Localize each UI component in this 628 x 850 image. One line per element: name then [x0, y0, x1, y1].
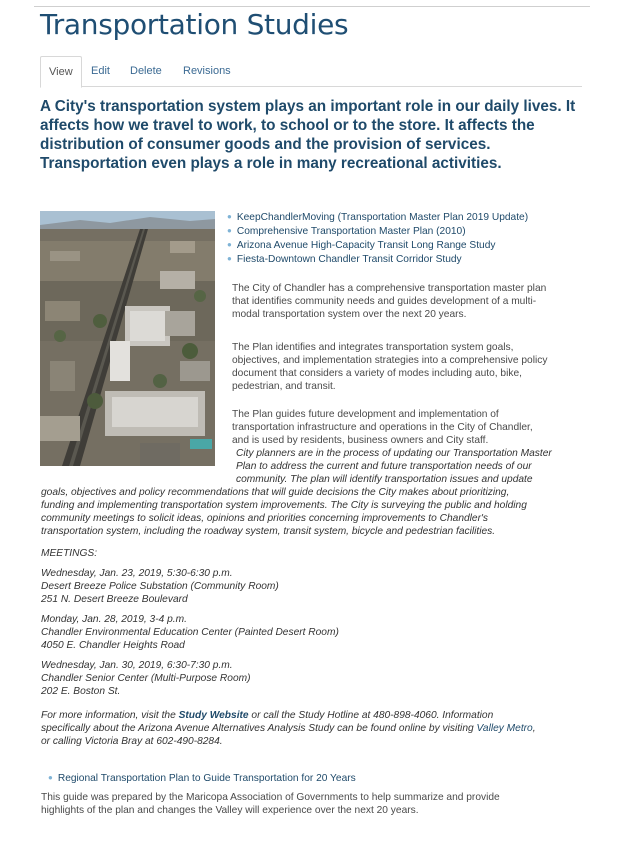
meeting-date: Wednesday, Jan. 23, 2019, 5:30-6:30 p.m.: [41, 568, 233, 579]
link-keep-chandler-moving[interactable]: KeepChandlerMoving (Transportation Master Plan 2019 Update): [236, 212, 529, 223]
list-item: [227, 238, 528, 252]
text-line: funding and implementing transportation system improvements. The City is surveying the public and holding: [41, 500, 527, 511]
meeting-address: 202 E. Boston St.: [41, 686, 121, 697]
study-links-list: [227, 210, 528, 266]
meeting-address: 251 N. Desert Breeze Boulevard: [41, 594, 188, 605]
meeting-date: Monday, Jan. 28, 2019, 3-4 p.m.: [41, 614, 187, 625]
more-info-text: or call the Study Hotline at 480-898-4060. Information: [248, 710, 494, 721]
meetings-heading: MEETINGS:: [41, 548, 98, 559]
more-info-text: For more information, visit the: [41, 710, 179, 721]
list-item: [227, 252, 528, 266]
text-line: The Plan guides future development and implementation of: [232, 409, 499, 420]
tab-revisions[interactable]: Revisions: [183, 65, 231, 77]
more-info-text: ,: [532, 723, 536, 734]
regional-plan-item: [48, 771, 356, 786]
bullet-icon: ●: [227, 254, 232, 263]
meeting-location: Chandler Environmental Education Center (Painted Desert Room): [41, 627, 339, 638]
bullet-icon: ●: [227, 226, 232, 235]
list-item: [227, 224, 528, 238]
text-line: that identifies community needs and guides development of a multi-: [232, 296, 537, 307]
meeting-location: Chandler Senior Center (Multi-Purpose Room): [41, 673, 251, 684]
text-line: objectives, and implementation strategies into a comprehensive policy: [232, 355, 548, 366]
more-info-line-1: [41, 709, 493, 722]
more-info-line-3: or calling Victoria Bray at 602-490-8284.: [41, 736, 223, 747]
text-line: The Plan identifies and integrates transportation system goals,: [232, 342, 514, 353]
meeting-address: 4050 E. Chandler Heights Road: [41, 640, 185, 651]
meeting-date: Wednesday, Jan. 30, 2019, 6:30-7:30 p.m.: [41, 660, 233, 671]
more-info-text: specifically about the Arizona Avenue Alternatives Analysis Study can be found online by visiting: [41, 723, 477, 734]
link-comprehensive-plan[interactable]: Comprehensive Transportation Master Plan (2010): [236, 226, 466, 237]
bullet-icon: ●: [227, 240, 232, 249]
text-line: community meetings to solicit ideas, opinions and priorities concerning improvements to Chandler's: [41, 513, 489, 524]
text-line: This guide was prepared by the Maricopa Association of Governments to help summarize and provide: [41, 792, 500, 803]
tab-edit[interactable]: Edit: [91, 65, 110, 77]
list-item: [227, 210, 528, 224]
meeting-location: Desert Breeze Police Substation (Community Room): [41, 581, 279, 592]
text-line: Plan to address the current and future transportation needs of our: [236, 461, 532, 472]
more-info-line-2: [41, 722, 536, 735]
tab-delete[interactable]: Delete: [130, 65, 162, 77]
text-line: goals, objectives and policy recommendations that will guide decisions the City makes about prioritizing,: [41, 487, 510, 498]
aerial-photo-illustration: [40, 211, 215, 466]
link-fiesta-downtown-study[interactable]: Fiesta-Downtown Chandler Transit Corridor Study: [236, 254, 462, 265]
text-line: City planners are in the process of updating our Transportation Master: [236, 448, 552, 459]
bullet-icon: ●: [48, 773, 53, 782]
tab-view[interactable]: View: [40, 56, 82, 88]
study-website-link[interactable]: Study Website: [178, 710, 249, 721]
tab-bar: [40, 56, 582, 87]
text-line: transportation system, including the roadway system, transit system, bicycle and pedestrian facilities.: [41, 526, 496, 537]
text-line: document that considers a variety of modes including auto, bike,: [232, 368, 522, 379]
bullet-icon: ●: [227, 212, 232, 221]
text-line: pedestrian, and transit.: [232, 381, 336, 392]
page-title: Transportation Studies: [40, 8, 349, 41]
text-line: and is used by residents, business owners and City staff.: [232, 435, 489, 446]
link-arizona-avenue-study[interactable]: Arizona Avenue High-Capacity Transit Long Range Study: [236, 240, 496, 251]
valley-metro-link[interactable]: Valley Metro: [476, 723, 533, 734]
text-line: modal transportation system over the next 20 years.: [232, 309, 467, 320]
text-line: transportation infrastructure and operations in the City of Chandler,: [232, 422, 533, 433]
text-line: community. The plan will identify transportation issues and update: [236, 474, 533, 485]
text-line: The City of Chandler has a comprehensive transportation master plan: [232, 283, 547, 294]
regional-plan-link[interactable]: Regional Transportation Plan to Guide Transportation for 20 Years: [57, 773, 356, 784]
aerial-city-photo: [40, 211, 215, 466]
text-line: highlights of the plan and changes the Valley will experience over the next 20 years.: [41, 805, 419, 816]
intro-paragraph: A City's transportation system plays an important role in our daily lives. It affects how we travel to work, to school or to the store. It affects the distribution of consumer goods and the provision of services. Transportation even plays a role in many recreational activities.: [40, 98, 576, 172]
top-divider: [34, 6, 590, 7]
